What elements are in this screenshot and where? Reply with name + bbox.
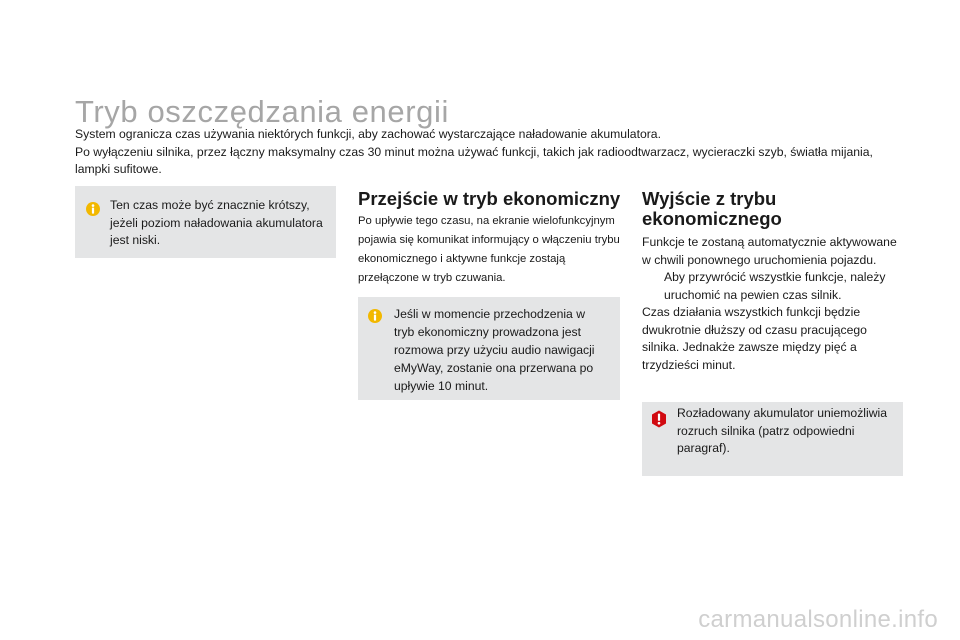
section-exit-body bbox=[642, 234, 904, 374]
watermark: carmanualsonline.info bbox=[698, 606, 938, 633]
section-exit-text-2: Czas działania wszystkich funkcji będzie dwukrotnie dłuższy od czasu pracującego silnika. Jednakże zawsze między pięć a trzydzieści minut. bbox=[642, 305, 867, 372]
section-exit-bullet-text: Aby przywrócić wszystkie funkcje, należy uruchomić na pewien czas silnik. bbox=[664, 270, 886, 302]
info-icon bbox=[367, 308, 383, 324]
intro-paragraph-1: System ogranicza czas używania niektórych funkcji, aby zachować wystarczające naładowanie akumulatora. bbox=[75, 127, 661, 141]
section-exit-bullet bbox=[642, 269, 904, 304]
info-note-middle bbox=[358, 297, 620, 400]
warning-icon bbox=[651, 410, 667, 428]
info-note-middle-text: Jeśli w momencie przechodzenia w tryb ekonomiczny prowadzona jest rozmowa przy użyciu audio nawigacji eMyWay, zostanie ona przerwana po upływie 10 minut. bbox=[394, 307, 595, 393]
section-exit-text-1: Funkcje te zostaną automatycznie aktywowane w chwili ponownego uruchomienia pojazdu. bbox=[642, 235, 897, 267]
page-title: Tryb oszczędzania energii bbox=[75, 94, 449, 129]
info-note-left-text: Ten czas może być znacznie krótszy, jeżeli poziom naładowania akumulatora jest niski. bbox=[110, 198, 323, 247]
intro-paragraph-2: Po wyłączeniu silnika, przez łączny maksymalny czas 30 minut można używać funkcji, takich jak radioodtwarzacz, wycieraczki szyb, światła mijania, lampki sufitowe. bbox=[75, 144, 873, 176]
section-exit-heading: Wyjście z trybu ekonomicznego bbox=[642, 188, 782, 229]
section-enter-heading: Przejście w tryb ekonomiczny bbox=[358, 188, 621, 209]
intro-text bbox=[75, 126, 905, 179]
warning-note-right bbox=[642, 402, 903, 476]
section-enter-text: Po upływie tego czasu, na ekranie wielofunkcyjnym pojawia się komunikat informujący o włączeniu trybu ekonomicznego i aktywne funkcje zostają przełączone w tryb czuwania. bbox=[358, 215, 620, 284]
info-icon bbox=[85, 201, 101, 217]
info-note-left bbox=[75, 186, 336, 258]
section-enter-body bbox=[358, 212, 622, 288]
warning-note-right-text: Rozładowany akumulator uniemożliwia rozruch silnika (patrz odpowiedni paragraf). bbox=[677, 406, 887, 455]
